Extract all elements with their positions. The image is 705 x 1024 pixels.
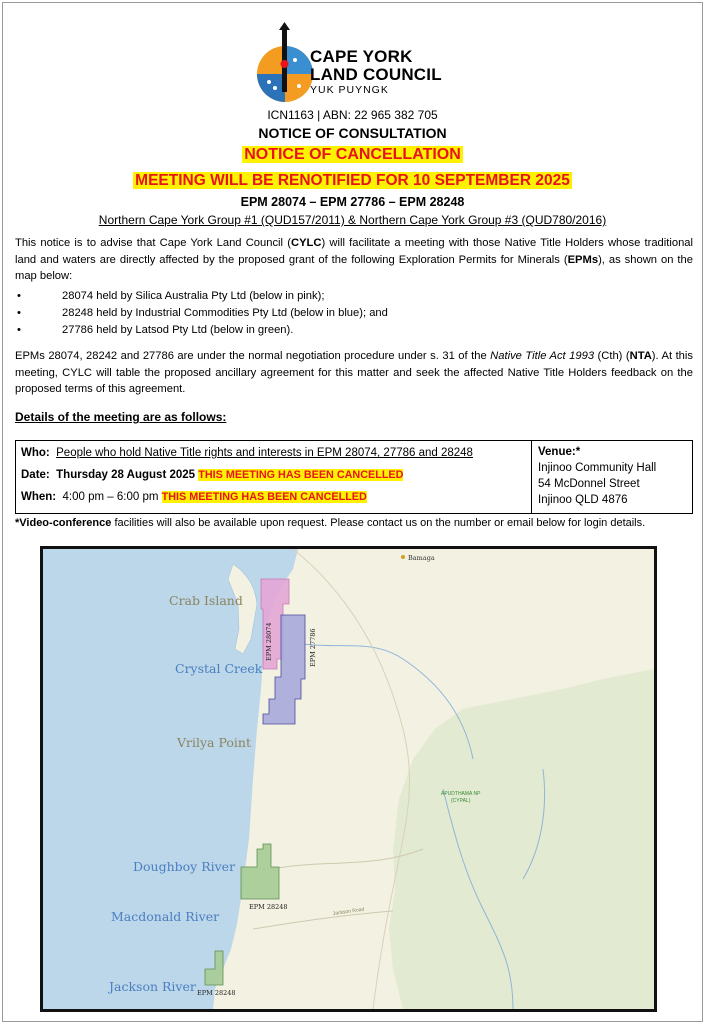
cancelled-note: THIS MEETING HAS BEEN CANCELLED (161, 491, 367, 503)
venue-cell (532, 441, 693, 514)
notice-title: NOTICE OF CONSULTATION (258, 125, 447, 141)
epm-28248-label-south: EPM 28248 (197, 989, 236, 997)
org-name-line1: CAPE YORK (310, 47, 413, 66)
details-heading: Details of the meeting are as follows: (15, 410, 227, 424)
video-conference-note: *Video-conference facilities will also be available upon request. Please contact us on the number or email below for login details. (15, 517, 646, 529)
date-row: Date: Thursday 28 August 2025 THIS MEETING HAS BEEN CANCELLED (21, 469, 404, 481)
who-row: Who: People who hold Native Title rights and interests in EPM 28074, 27786 and 28248 (21, 447, 473, 459)
when-value: 4:00 pm – 6:00 pm (62, 491, 159, 503)
list-item: • 28074 held by Silica Australia Pty Ltd (below in pink); (15, 288, 388, 305)
crystal-creek-label: Crystal Creek (175, 661, 263, 676)
org-name-line2: LAND COUNCIL (310, 65, 442, 84)
intro-paragraph: This notice is to advise that Cape York Land Council (CYLC) will facilitate a meeting with those Native Title Holders whose traditional land and waters are directly affected by the proposed grant of the following Exploration Permits for Minerals (EPMs), as shown on the map below: (15, 237, 694, 282)
venue-line: 54 McDonnel Street (538, 478, 640, 490)
org-name (310, 48, 442, 96)
cancelled-note: THIS MEETING HAS BEEN CANCELLED (198, 469, 404, 481)
who-value: People who hold Native Title rights and interests in EPM 28074, 27786 and 28248 (56, 447, 473, 459)
renotified-text: MEETING WILL BE RENOTIFIED FOR 10 SEPTEMBER 2025 (135, 172, 570, 189)
bamaga-marker (401, 555, 405, 559)
venue-line: Injinoo QLD 4876 (538, 494, 628, 506)
logo-sun-blue-2 (257, 74, 285, 102)
national-park-sublabel: (CYPAL) (451, 798, 471, 804)
epm-numbers: EPM 28074 – EPM 27786 – EPM 28248 (240, 195, 465, 209)
procedure-paragraph: EPMs 28074, 28242 and 27786 are under the normal negotiation procedure under s. 31 of the Native Title Act 1993 (Cth) (NTA). At this meeting, CYLC will table the proposed ancillary agreement for this matter and seek the affected Native Title Holders feedback on the proposed terms of this agreement. (15, 350, 693, 395)
epm-28074-label: EPM 28074 (265, 622, 273, 661)
doughboy-river-label: Doughboy River (133, 859, 236, 874)
epm-27786-label: EPM 27786 (309, 628, 317, 667)
epm-28248-label-north: EPM 28248 (249, 903, 288, 911)
list-item: • 27786 held by Latsod Pty Ltd (below in green). (15, 322, 388, 339)
org-subtitle: YUK PUYNGK (310, 84, 389, 96)
jackson-road-label: Jackson Road (332, 906, 365, 917)
national-park-label: APUDTHAMA NP (441, 791, 481, 797)
abn-line: ICN1163 | ABN: 22 965 382 705 (267, 108, 438, 122)
claim-groups: Northern Cape York Group #1 (QUD157/2011) & Northern Cape York Group #3 (QUD780/2016) (98, 213, 607, 227)
cancellation-text: NOTICE OF CANCELLATION (244, 146, 461, 163)
tenement-list (15, 288, 388, 339)
meeting-details-table (15, 440, 693, 514)
venue-line: Injinoo Community Hall (538, 462, 657, 474)
logo-sun-blue (285, 46, 313, 74)
when-row: When: 4:00 pm – 6:00 pm THIS MEETING HAS BEEN CANCELLED (21, 491, 367, 503)
crab-island-label: Crab Island (169, 593, 243, 608)
vrilya-point-label: Vrilya Point (177, 735, 251, 750)
meeting-info-cell (16, 441, 532, 514)
date-value: Thursday 28 August 2025 (56, 469, 196, 481)
bamaga-label: Bamaga (408, 554, 435, 562)
renotified-banner (0, 172, 705, 190)
logo-spear (282, 26, 287, 92)
venue-label: Venue:* (538, 446, 581, 458)
tenement-map (40, 546, 657, 1012)
cancellation-banner (0, 146, 705, 164)
list-item: • 28248 held by Industrial Commodities Pty Ltd (below in blue); and (15, 305, 388, 322)
jackson-river-label: Jackson River (109, 979, 196, 994)
macdonald-river-label: Macdonald River (111, 909, 220, 924)
